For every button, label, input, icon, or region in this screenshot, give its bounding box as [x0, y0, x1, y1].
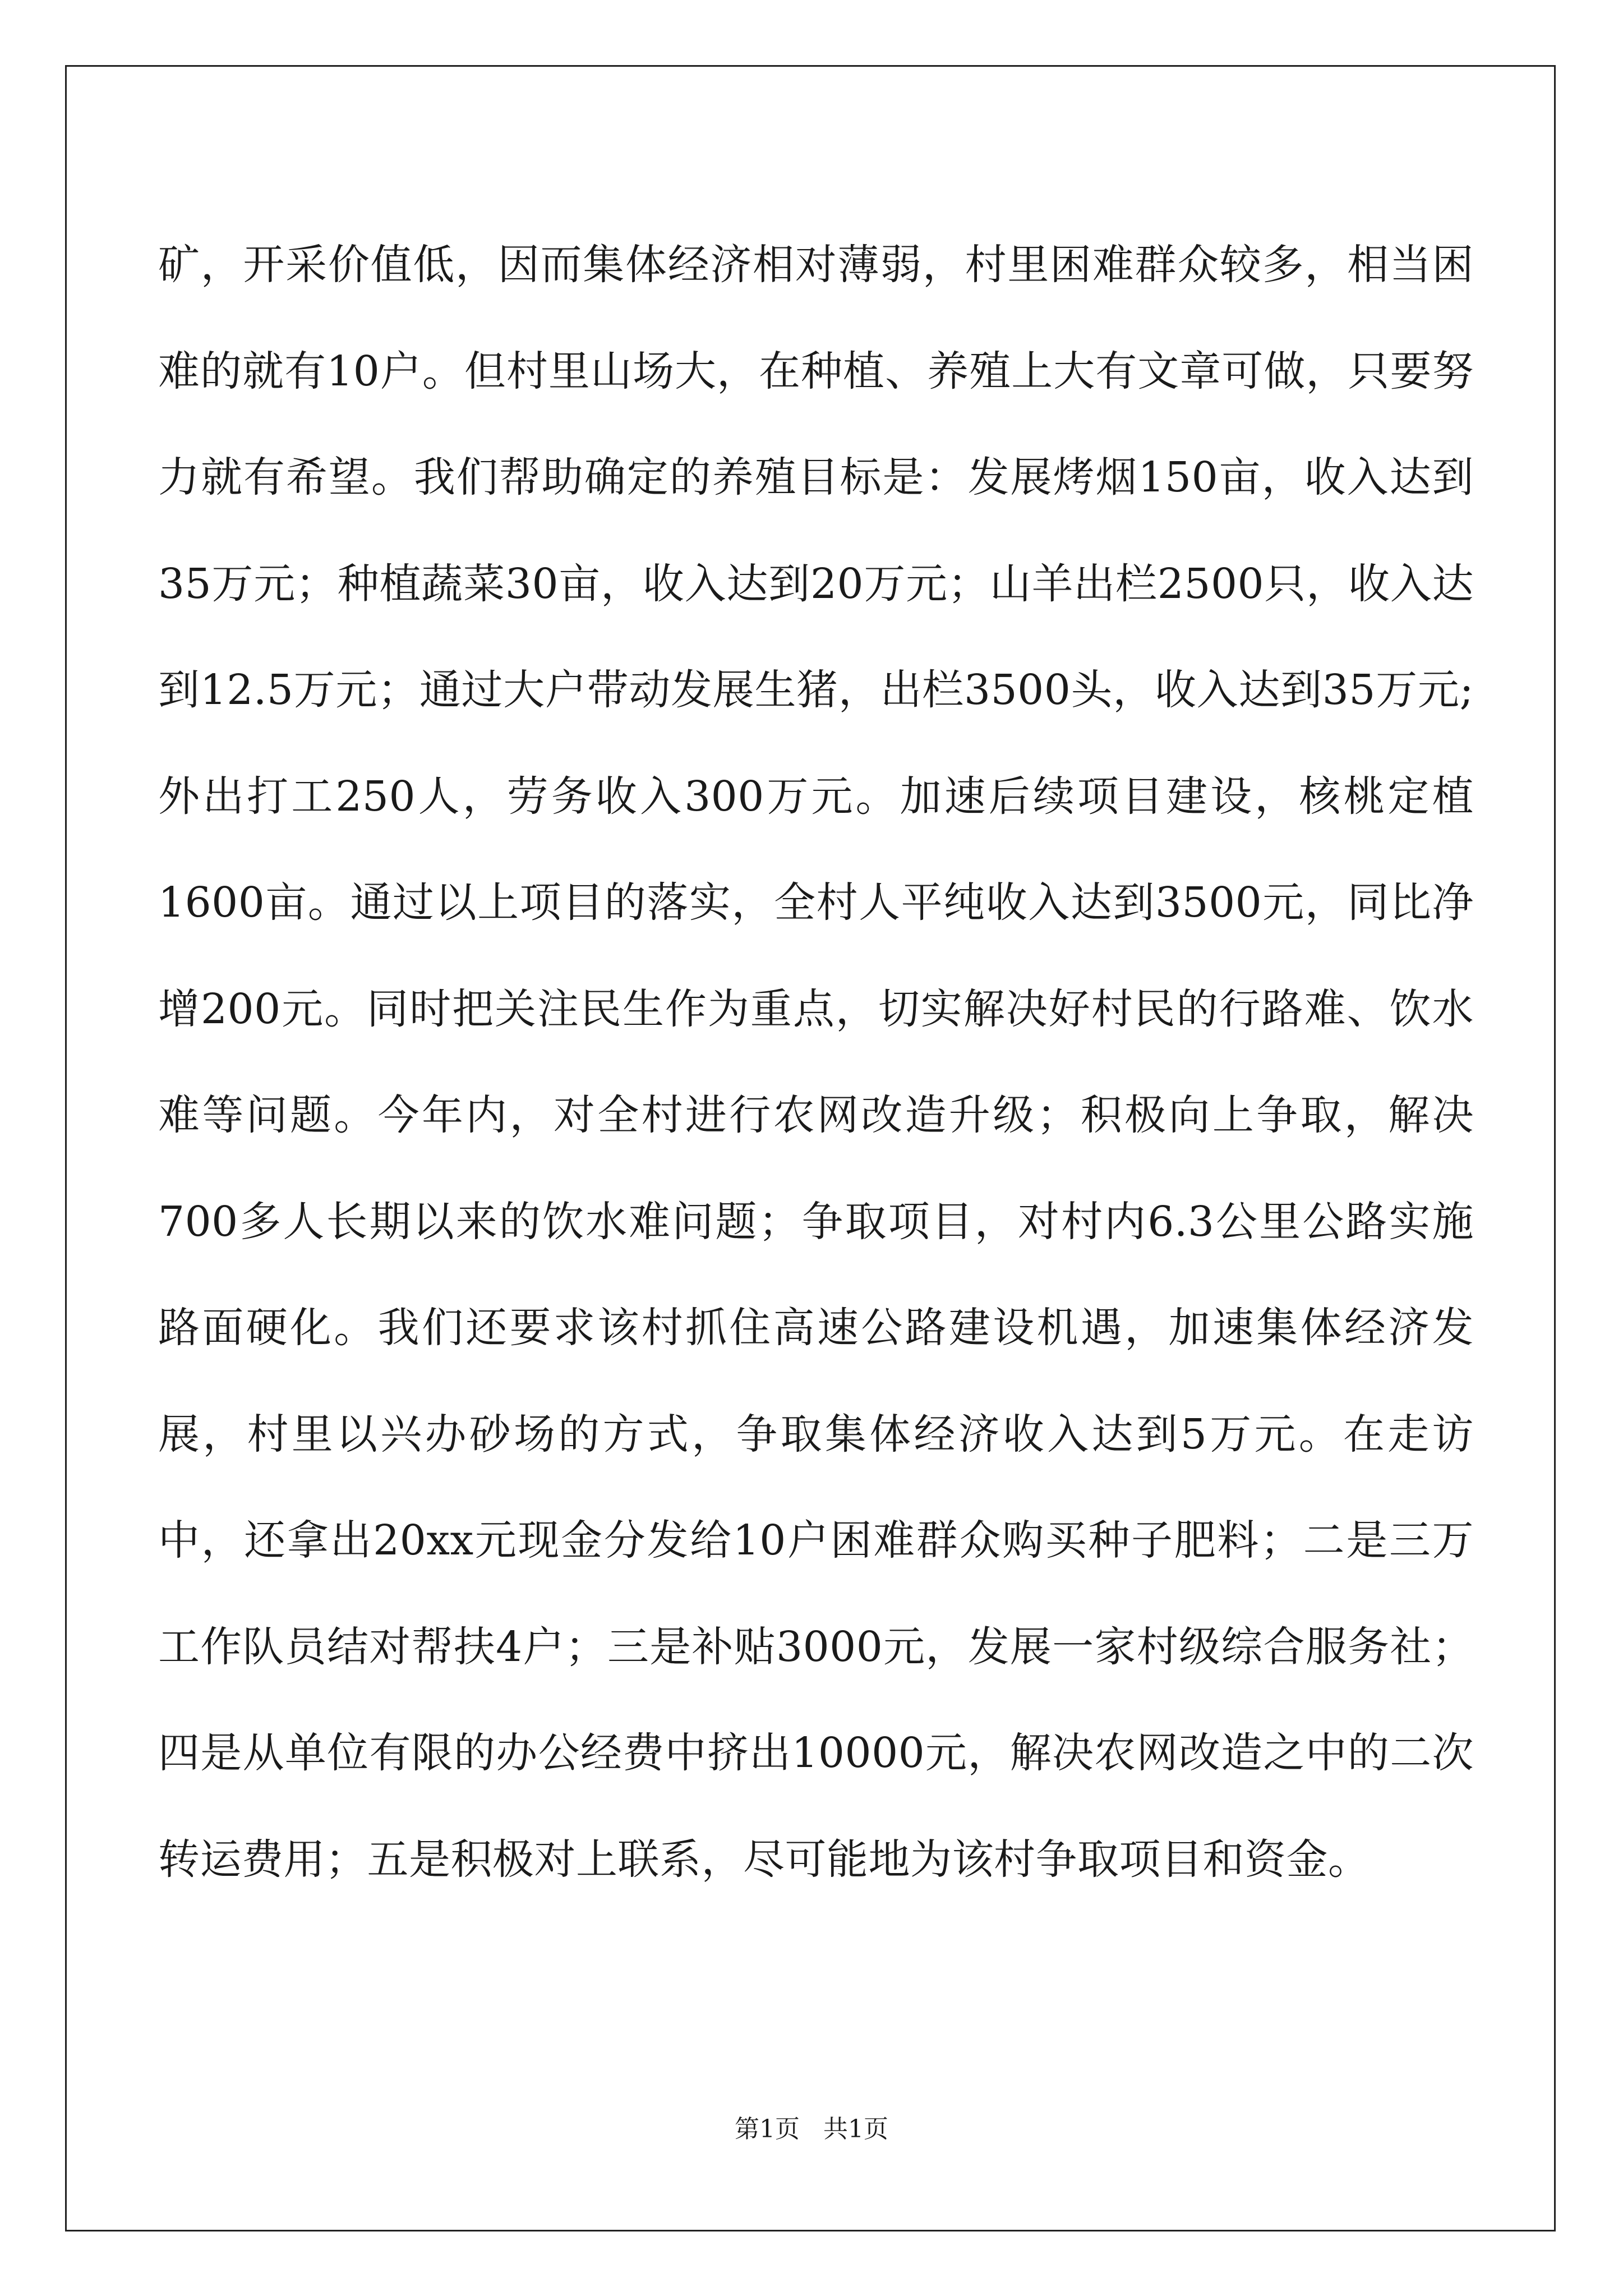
page-footer [0, 2113, 1623, 2146]
page-number: 第1页 [735, 2115, 800, 2143]
body-paragraph: 矿，开采价值低，因而集体经济相对薄弱，村里困难群众较多，相当困难的就有10户。但村里山场大，在种植、养殖上大有文章可做，只要努力就有希望。我们帮助确定的养殖目标是：发展烤烟150亩，收入达到35万元；种植蔬菜30亩，收入达到20万元；山羊出栏2500只，收入达到12.5万元；通过大户带动发展生猪，出栏3500头，收入达到35万元;外出打工250人，劳务收入300万元。加速后续项目建设，核桃定植1600亩。通过以上项目的落实，全村人平纯收入达到3500元，同比净增200元。同时把关注民生作为重点，切实解决好村民的行路难、饮水难等问题。今年内，对全村进行农网改造升级；积极向上争取，解决700多人长期以来的饮水难问题；争取项目，对村内6.3公里公路实施路面硬化。我们还要求该村抓住高速公路建设机遇，加速集体经济发展，村里以兴办砂场的方式，争取集体经济收入达到5万元。在走访中，还拿出20xx元现金分发给10户困难群众购买种子肥料；二是三万工作队员结对帮扶4户；三是补贴3000元，发展一家村级综合服务社；四是从单位有限的办公经费中挤出10000元，解决农网改造之中的二次转运费用；五是积极对上联系，尽可能地为该村争取项目和资金。 [158, 241, 1474, 1884]
page-total: 共1页 [823, 2115, 888, 2143]
